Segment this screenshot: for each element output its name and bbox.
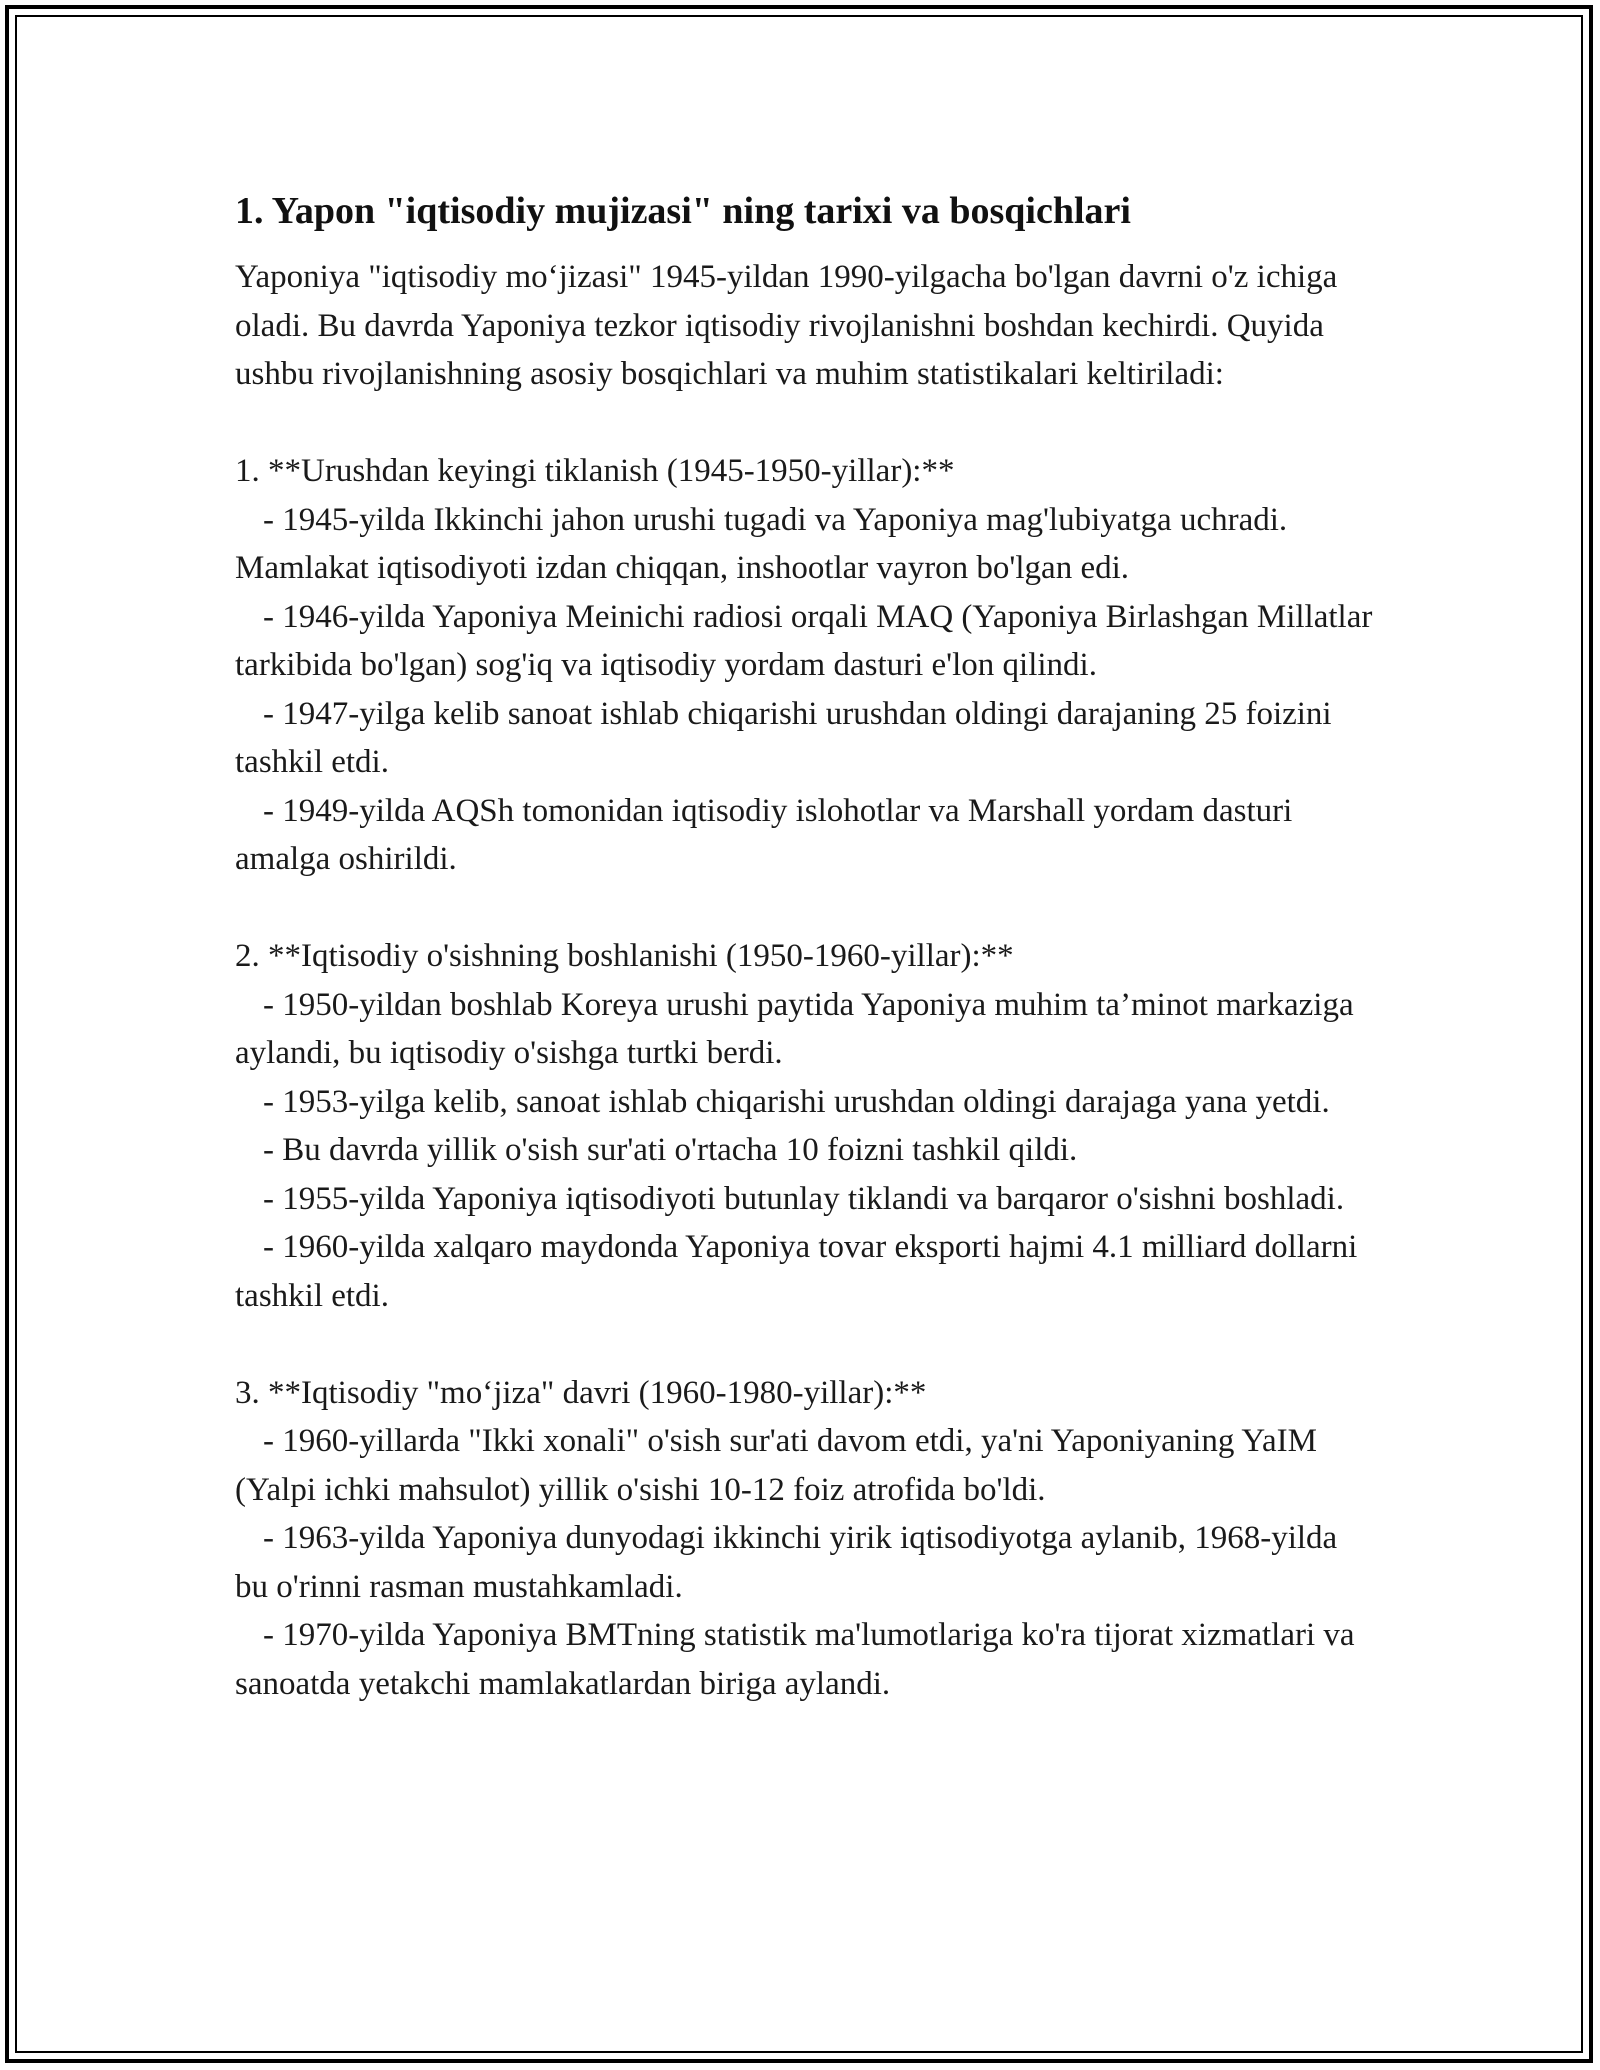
list-item: - 1947-yilga kelib sanoat ishlab chiqarishi urushdan oldingi darajaning 25 foizini tashkil etdi. bbox=[235, 695, 1332, 780]
section-postwar-recovery bbox=[235, 447, 1375, 884]
section-title: 2. **Iqtisodiy o'sishning boshlanishi (1950-1960-yillar):** bbox=[235, 938, 1014, 974]
list-item: - 1960-yilda xalqaro maydonda Yaponiya tovar eksporti hajmi 4.1 milliard dollarni tashkil etdi. bbox=[235, 1229, 1358, 1314]
document-body bbox=[235, 185, 1375, 1757]
section-title: 3. **Iqtisodiy "mo‘jiza" davri (1960-1980-yillar):** bbox=[235, 1374, 927, 1411]
list-item: - 1949-yilda AQSh tomonidan iqtisodiy islohotlar va Marshall yordam dasturi amalga oshirildi. bbox=[235, 792, 1293, 877]
list-item: - Bu davrda yillik o'sish sur'ati o'rtacha 10 foizni tashkil qildi. bbox=[263, 1132, 1078, 1168]
section-title: 1. **Urushdan keyingi tiklanish (1945-1950-yillar):** bbox=[235, 453, 955, 489]
list-item: - 1953-yilga kelib, sanoat ishlab chiqarishi urushdan oldingi darajaga yana yetdi. bbox=[263, 1083, 1330, 1120]
list-item: - 1950-yildan boshlab Koreya urushi paytida Yaponiya muhim ta’minot markaziga aylandi, bu iqtisodiy o'sishga turtki berdi. bbox=[235, 986, 1354, 1071]
list-item: - 1960-yillarda "Ikki xonali" o'sish sur'ati davom etdi, ya'ni Yaponiyaning YaIM (Yalpi ichki mahsulot) yillik o'sishi 10-12 foiz atrofida bo'ldi. bbox=[235, 1423, 1317, 1508]
list-item: - 1946-yilda Yaponiya Meinichi radiosi orqali MAQ (Yaponiya Birlashgan Millatlar tarkibida bo'lgan) sog'iq va iqtisodiy yordam dasturi e'lon qilindi. bbox=[235, 598, 1373, 683]
list-item: - 1955-yilda Yaponiya iqtisodiyoti butunlay tiklandi va barqaror o'sishni boshladi. bbox=[263, 1180, 1345, 1217]
section-miracle-era bbox=[235, 1369, 1375, 1709]
list-item: - 1945-yilda Ikkinchi jahon urushi tugadi va Yaponiya mag'lubiyatga uchradi. Mamlakat iqtisodiyoti izdan chiqqan, inshootlar vayron bo'lgan edi. bbox=[235, 501, 1288, 586]
list-item: - 1970-yilda Yaponiya BMTning statistik ma'lumotlariga ko'ra tijorat xizmatlari va sanoatda yetakchi mamlakatlardan biriga aylandi. bbox=[235, 1617, 1355, 1702]
page-title: 1. Yapon "iqtisodiy mujizasi" ning tarixi va bosqichlari bbox=[235, 190, 1131, 232]
intro-paragraph: Yaponiya "iqtisodiy mo‘jizasi" 1945-yildan 1990-yilgacha bo'lgan davrni o'z ichiga oladi. Bu davrda Yaponiya tezkor iqtisodiy rivojlanishni boshdan kechirdi. Quyida ushbu rivojlanishning asosiy bosqichlari va muhim statistikalari keltiriladi: bbox=[235, 259, 1338, 392]
list-item: - 1963-yilda Yaponiya dunyodagi ikkinchi yirik iqtisodiyotga aylanib, 1968-yilda bu o'rinni rasman mustahkamladi. bbox=[235, 1520, 1338, 1605]
section-growth-start bbox=[235, 932, 1375, 1320]
